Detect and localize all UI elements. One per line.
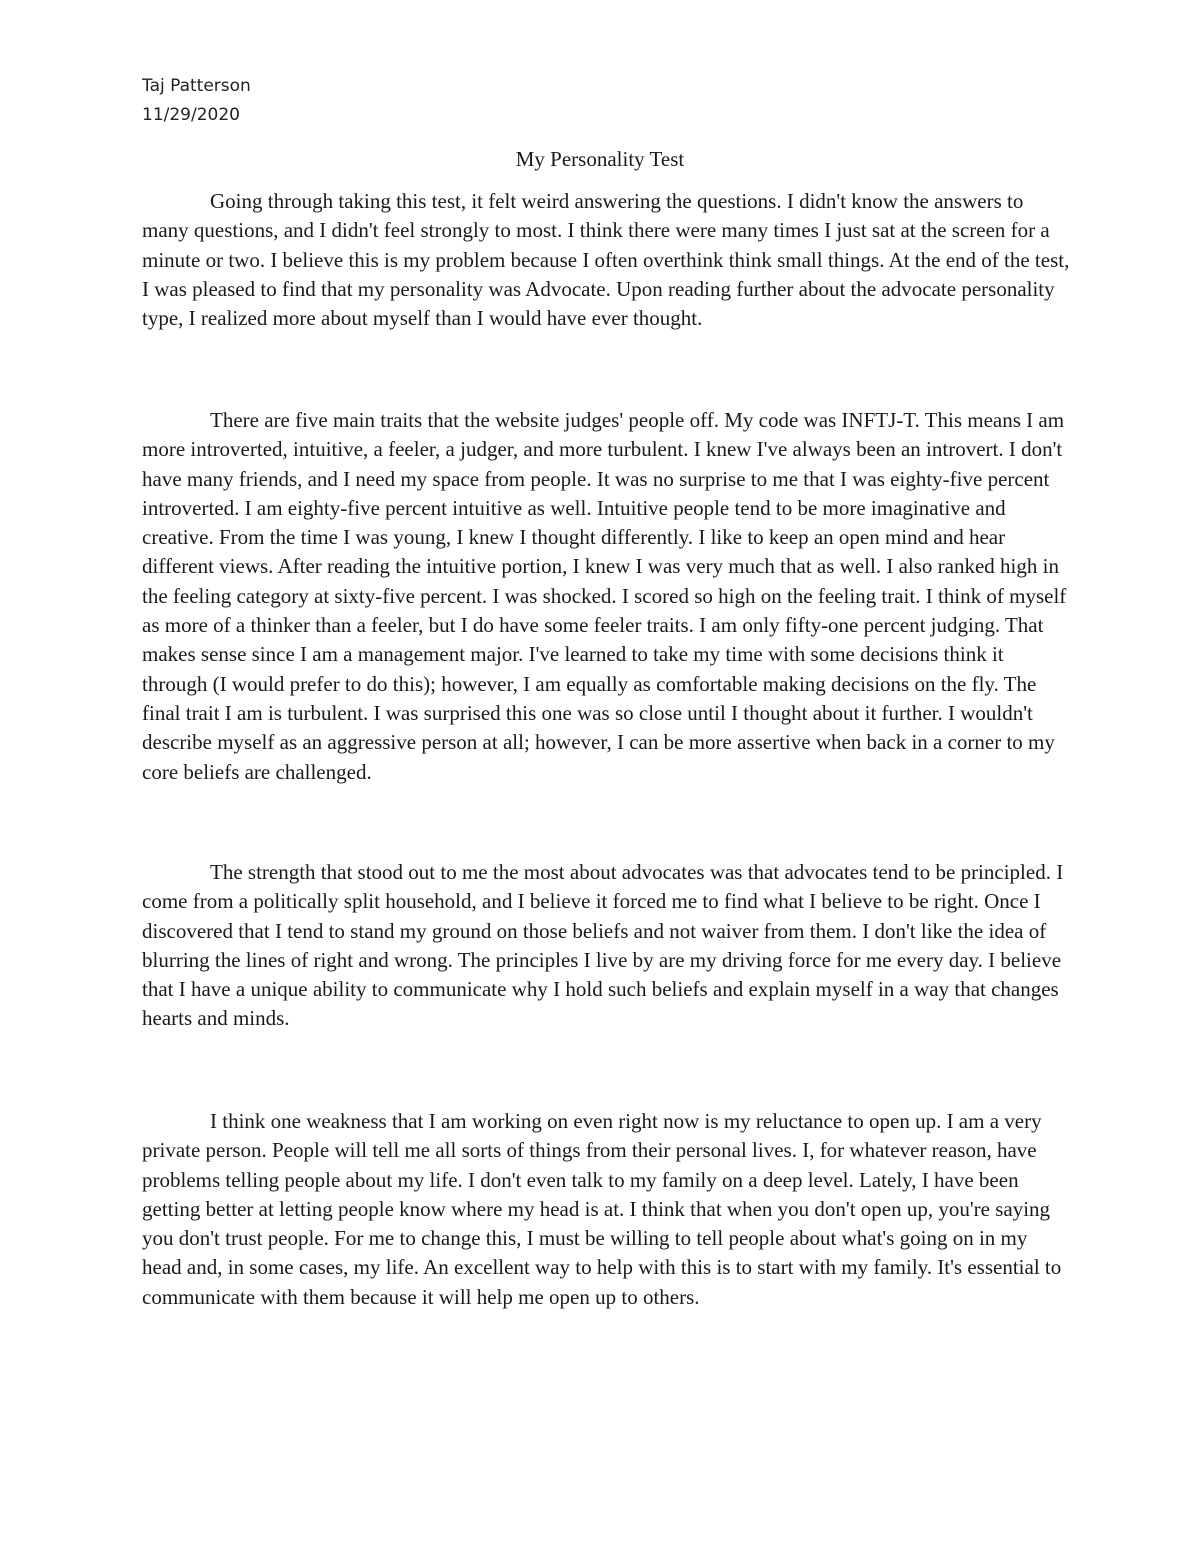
document-title: My Personality Test [515, 147, 685, 171]
paragraph-strength: The strength that stood out to me the most about advocates was that advocates tend to be principled. I come from a politically split household, and I believe it forced me to find what I believe to be right. Once I discovered that I tend to stand my ground on those beliefs and not waiver from them. I don't like the idea of blurring the lines of right and wrong. The principles I live by are my driving force for me every day. I believe that I have a unique ability to communicate why I hold such beliefs and explain myself in a way that changes hearts and minds. [142, 860, 1064, 1031]
paragraph-intro: Going through taking this test, it felt weird answering the questions. I didn't know the answers to many questions, and I didn't feel strongly to most. I think there were many times I just sat at the screen for a minute or two. I believe this is my problem because I often overthink think small things. At the end of the test, I was pleased to find that my personality was Advocate. Upon reading further about the advocate personality type, I realized more about myself than I would have ever thought. [142, 189, 1070, 331]
paragraph-traits: There are five main traits that the website judges' people off. My code was INFTJ-T. This means I am more introverted, intuitive, a feeler, a judger, and more turbulent. I knew I've always been an introvert. I don't have many friends, and I need my space from people. It was no surprise to me that I was eighty-five percent introverted. I am eighty-five percent intuitive as well. Intuitive people tend to be more imaginative and creative. From the time I was young, I knew I thought differently. I like to keep an open mind and hear different views. After reading the intuitive portion, I knew I was very much that as well. I also ranked high in the feeling category at sixty-five percent. I was shocked. I scored so high on the feeling trait. I think of myself as more of a thinker than a feeler, but I do have some feeler traits. I am only fifty-one percent judging. That makes sense since I am a management major. I've learned to take my time with some decisions think it through (I would prefer to do this); however, I am equally as comfortable making decisions on the fly. The final trait I am is turbulent. I was surprised this one was so close until I thought about it further. I wouldn't describe myself as an aggressive person at all; however, I can be more assertive when back in a corner to my core beliefs are challenged. [142, 408, 1067, 784]
paragraph-weakness: I think one weakness that I am working on even right now is my reluctance to open up. I am a very private person. People will tell me all sorts of things from their personal lives. I, for whatever reason, have problems telling people about my life. I don't even talk to my family on a deep level. Lately, I have been getting better at letting people know where my head is at. I think that when you don't open up, you're saying you don't trust people. For me to change this, I must be willing to tell people about what's going on in my head and, in some cases, my life. An excellent way to help with this is to start with my family. It's essential to communicate with them because it will help me open up to others. [142, 1109, 1062, 1309]
author-name: Taj Patterson [142, 76, 251, 96]
document-date: 11/29/2020 [142, 105, 240, 125]
